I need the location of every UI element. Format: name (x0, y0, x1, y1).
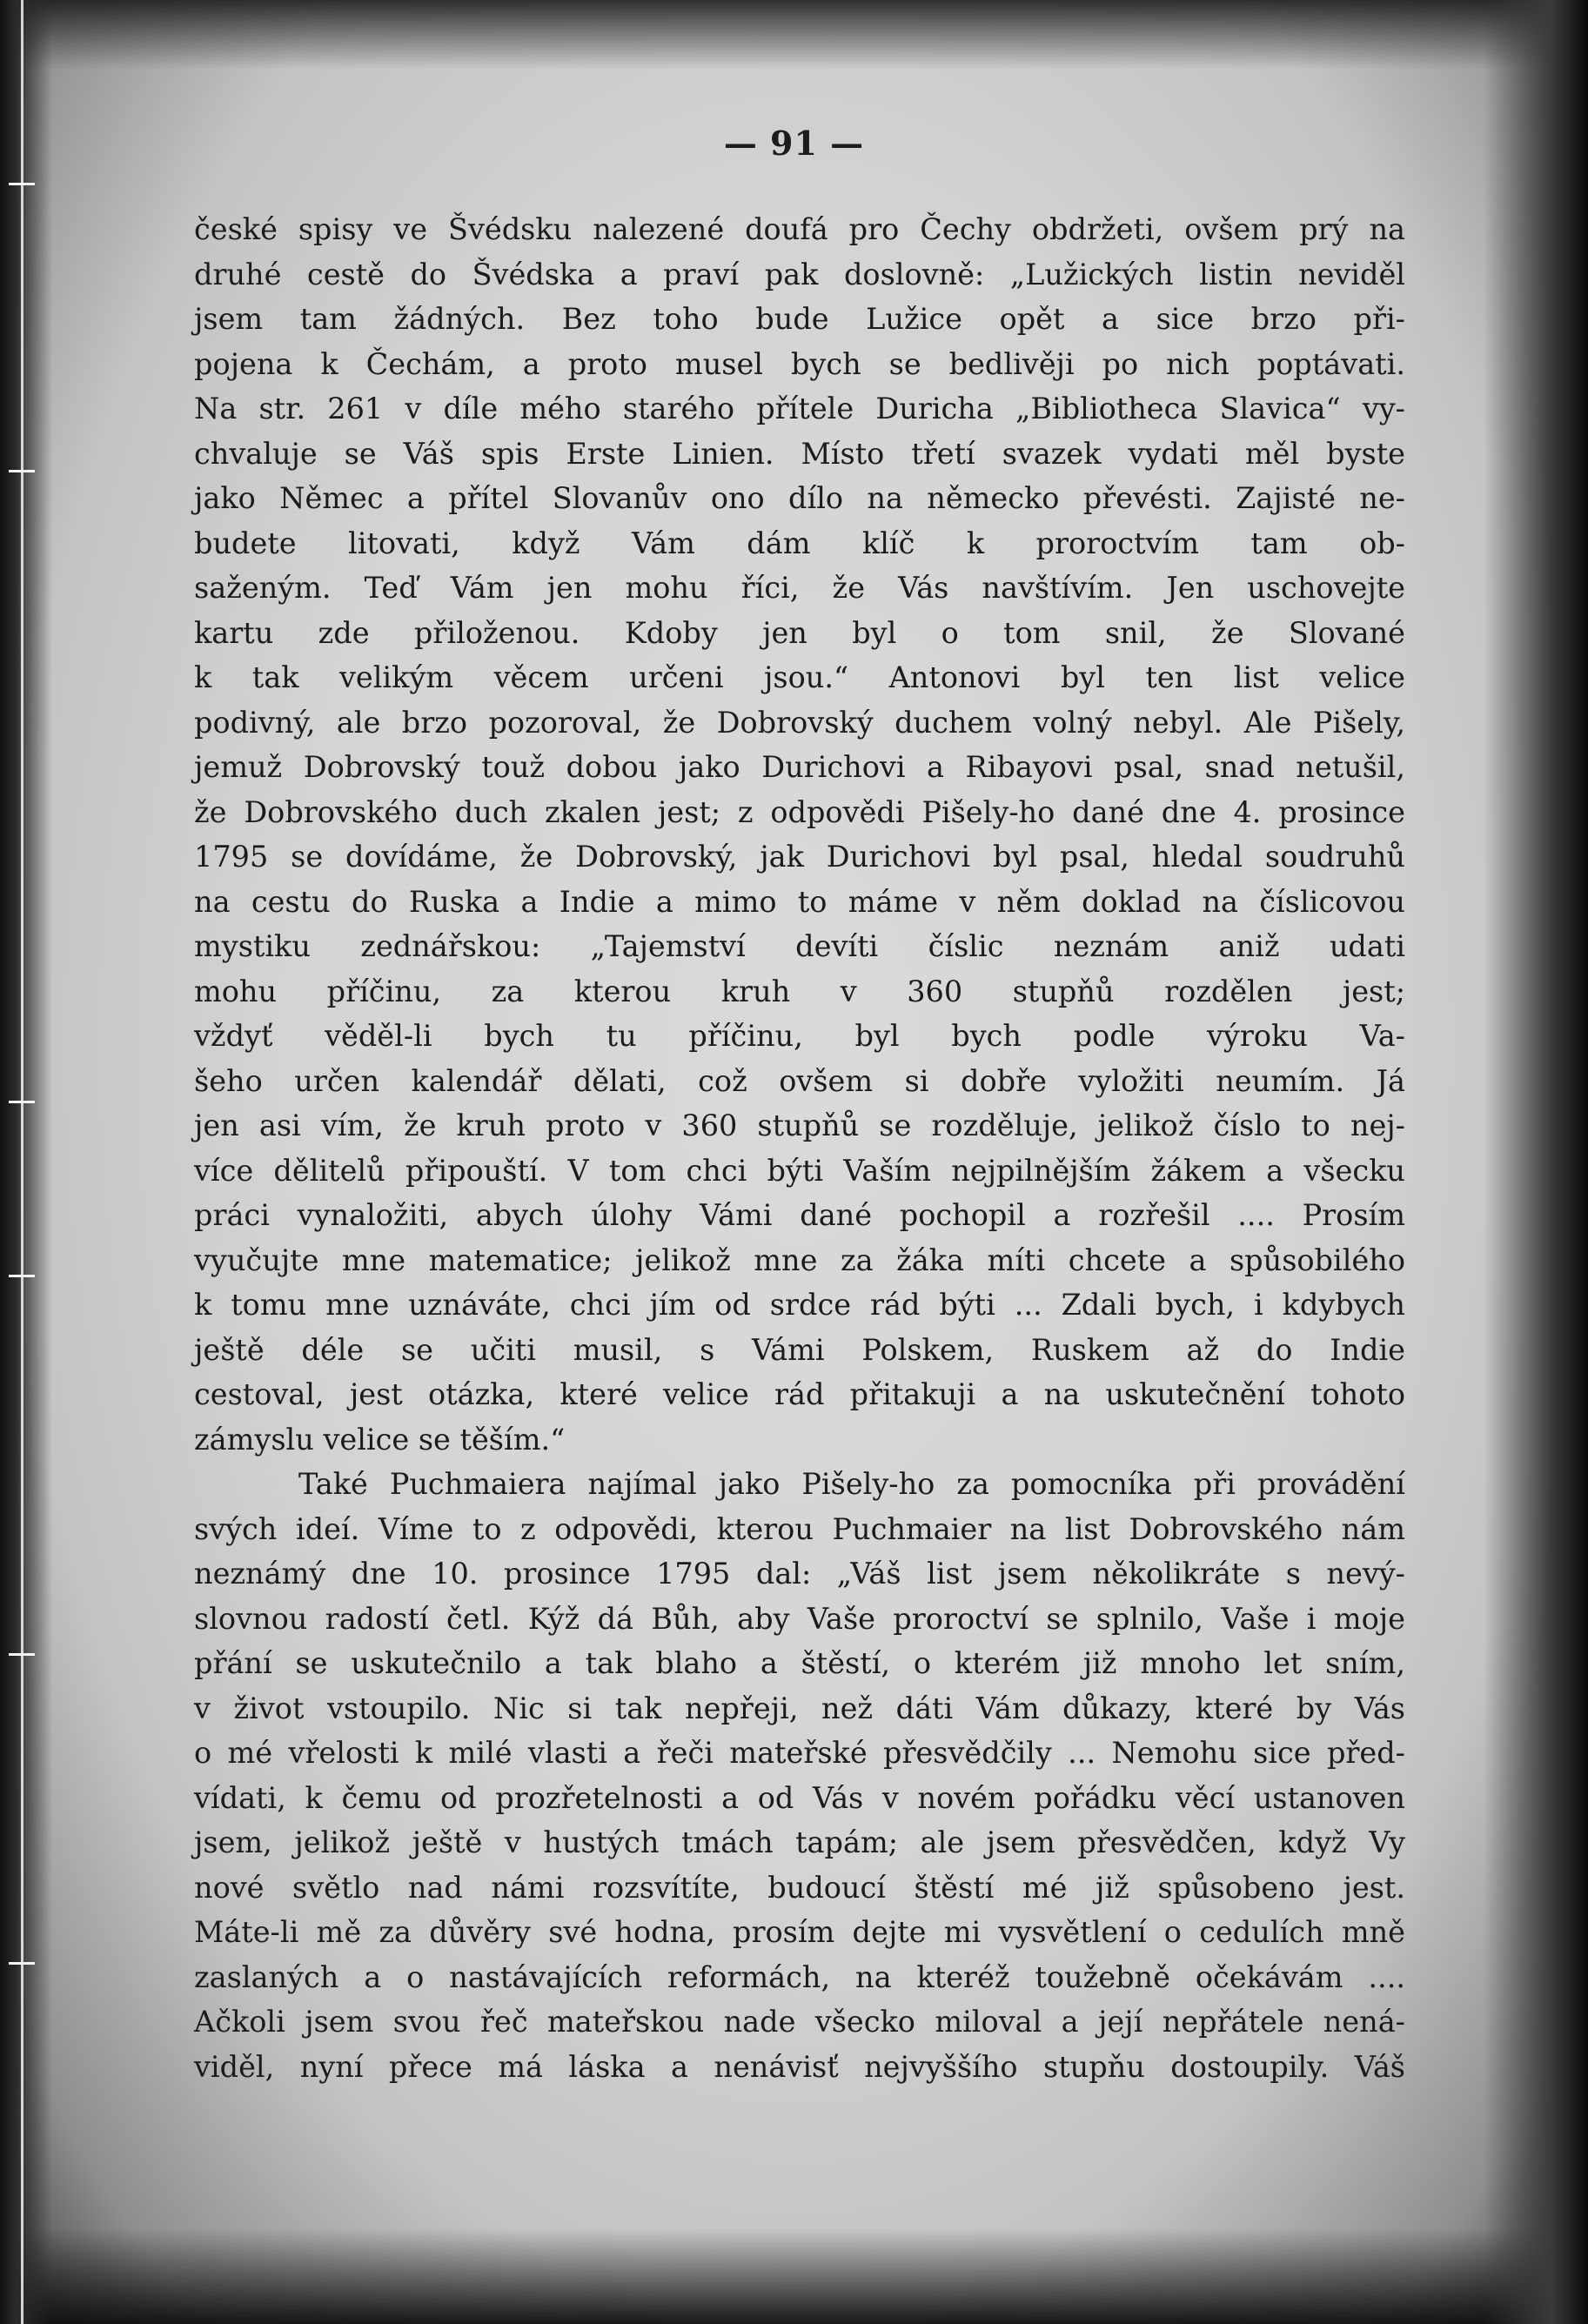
text-line: k tak velikým věcem určeni jsou.“ Antonovi byl ten list velice (194, 660, 1405, 694)
text-line: Na str. 261 v díle mého starého přítele Duricha „Bibliotheca Slavica“ vy- (194, 392, 1405, 425)
binding-tick (9, 1101, 35, 1103)
paragraph-2 (194, 1462, 1405, 2089)
scan-shadow-right (1484, 0, 1588, 2324)
text-line: vždyť věděl-li bych tu příčinu, byl bych podle výroku Va- (194, 1019, 1405, 1053)
text-line: na cestu do Ruska a Indie a mimo to máme v něm doklad na číslicovou (194, 884, 1405, 919)
text-line: že Dobrovského duch zkalen jest; z odpovědi Pišely-ho dané dne 4. prosince (194, 794, 1405, 829)
text-line: jako Němec a přítel Slovanův ono dílo na německo převésti. Zajisté ne- (194, 481, 1405, 515)
text-line: jemuž Dobrovský touž dobou jako Durichovi a Ribayovi psal, snad netušil, (194, 750, 1405, 784)
text-line: o mé vřelosti k milé vlasti a řeči mateřské přesvědčily ... Nemohu sice před- (194, 1736, 1405, 1770)
text-line: mohu příčinu, za kterou kruh v 360 stupňů rozdělen jest; (194, 974, 1405, 1008)
text-line: chvaluje se Váš spis Erste Linien. Místo třetí svazek vydati měl byste (194, 436, 1405, 471)
text-line: ještě déle se učiti musil, s Vámi Polskem, Ruskem až do Indie (194, 1332, 1405, 1367)
binding-edge-line (21, 0, 23, 2324)
text-line: kartu zde přiloženou. Kdoby jen byl o tom snil, že Slované (194, 615, 1405, 650)
page-number: — 91 — (723, 124, 865, 163)
binding-tick (9, 470, 35, 472)
binding-tick (9, 183, 35, 185)
text-line: zaslaných a o nastávajících reformách, na kteréž toužebně očekávám .... (194, 1959, 1405, 1994)
text-line: mystiku zednářskou: „Tajemství devíti číslic neznám aniž udati (194, 929, 1405, 963)
text-line: české spisy ve Švédsku nalezené doufá pro Čechy obdržeti, ovšem prý na (194, 212, 1405, 246)
binding-tick (9, 1653, 35, 1656)
text-line: slovnou radostí četl. Kýž dá Bůh, aby Vaše proroctví se splnilo, Vaše i moje (194, 1601, 1405, 1636)
text-line: cestoval, jest otázka, které velice rád přitakuji a na uskutečnění tohoto (194, 1377, 1405, 1411)
text-line: k tomu mne uznáváte, chci jím od srdce rád býti ... Zdali bych, i kdybych (194, 1288, 1405, 1322)
text-line: práci vynaložiti, abych úlohy Vámi dané pochopil a rozřešil .... Prosím (194, 1198, 1405, 1232)
text-line: jsem tam žádných. Bez toho bude Lužice opět a sice brzo při- (194, 302, 1405, 336)
binding-tick (9, 1275, 35, 1277)
text-line: budete litovati, když Vám dám klíč k proroctvím tam ob- (194, 526, 1405, 560)
scan-shadow-bottom (0, 2228, 1588, 2324)
text-line: svých ideí. Víme to z odpovědi, kterou Puchmaier na list Dobrovského nám (194, 1511, 1405, 1546)
text-line: více dělitelů připouští. V tom chci býti Vaším nejpilnějším žákem a všecku (194, 1153, 1405, 1188)
text-line: 1795 se dovídáme, že Dobrovský, jak Durichovi byl psal, hledal soudruhů (194, 840, 1405, 874)
text-line: saženým. Teď Vám jen mohu říci, že Vás navštívím. Jen uschovejte (194, 571, 1405, 605)
scan-shadow-top (0, 0, 1588, 70)
text-line: podivný, ale brzo pozoroval, že Dobrovský duchem volný nebyl. Ale Pišely, (194, 705, 1405, 740)
text-line: jsem, jelikož ještě v hustých tmách tapám; ale jsem přesvědčen, když Vy (194, 1825, 1405, 1859)
text-line: vídati, k čemu od prozřetelnosti a od Vás v novém pořádku věcí ustanoven (194, 1780, 1405, 1815)
body-text (194, 207, 1405, 2089)
text-line: druhé cestě do Švédska a praví pak doslovně: „Lužických listin neviděl (194, 257, 1405, 291)
text-line: Také Puchmaiera najímal jako Pišely-ho za pomocníka při provádění (298, 1467, 1405, 1501)
binding-tick (9, 1962, 35, 1965)
text-line: v život vstoupilo. Nic si tak nepřeji, než dáti Vám důkazy, které by Vás (194, 1691, 1405, 1725)
text-line: přání se uskutečnilo a tak blaho a štěstí, o kterém již mnoho let sním, (194, 1646, 1405, 1680)
text-line: neznámý dne 10. prosince 1795 dal: „Váš list jsem několikráte s nevý- (194, 1557, 1405, 1591)
text-line: zámyslu velice se těším.“ (194, 1422, 566, 1457)
text-line: vyučujte mne matematice; jelikož mne za žáka míti chcete a spůsobilého (194, 1242, 1405, 1277)
text-line: jen asi vím, že kruh proto v 360 stupňů se rozděluje, jelikož číslo to nej- (194, 1108, 1405, 1142)
text-line: šeho určen kalendář dělati, což ovšem si dobře vyložiti neumím. Já (194, 1063, 1405, 1098)
scan-shadow-left (0, 0, 52, 2324)
paragraph-1 (194, 207, 1405, 1462)
text-line: pojena k Čechám, a proto musel bych se bedlivěji po nich poptávati. (194, 346, 1405, 381)
text-line: viděl, nyní přece má láska a nenávisť nejvyššího stupňu dostoupily. Váš (194, 2049, 1405, 2084)
text-line: Máte-li mě za důvěry své hodna, prosím dejte mi vysvětlení o cedulích mně (194, 1915, 1405, 1949)
text-line: nové světlo nad námi rozsvítíte, budoucí štěstí mé již spůsobeno jest. (194, 1870, 1405, 1905)
text-line: Ačkoli jsem svou řeč mateřskou nade všecko miloval a její nepřátele nená- (194, 2005, 1405, 2039)
